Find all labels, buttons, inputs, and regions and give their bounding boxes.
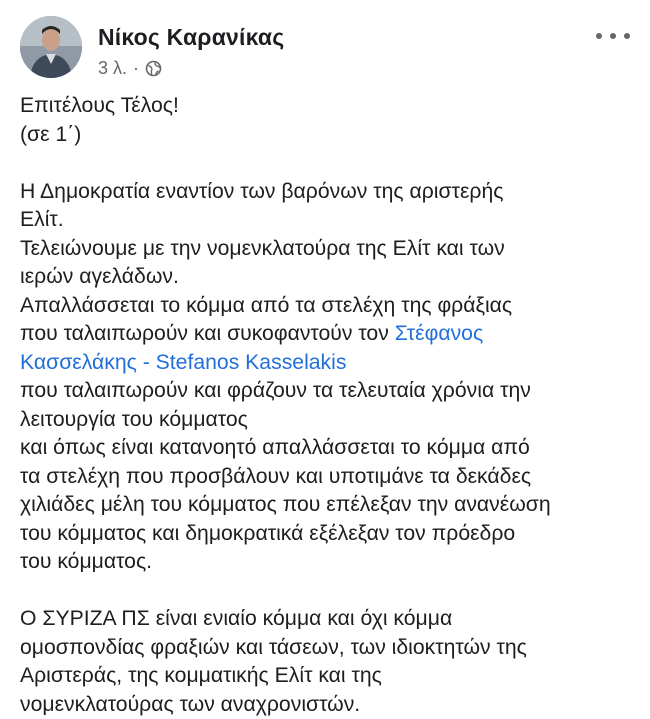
text-line: ιερών αγελάδων. [20,263,632,292]
text-line: Αριστεράς, της κομματικής Ελίτ και της [20,662,632,691]
text-line: Επιτέλους Τέλος! [20,92,632,121]
text-line: Η Δημοκρατία εναντίον των βαρόνων της αριστερής [20,178,632,207]
post-header [20,16,634,82]
text-line: Ο ΣΥΡΙΖΑ ΠΣ είναι ενιαίο κόμμα και όχι κόμμα [20,605,632,634]
text-line: Ελίτ. [20,206,632,235]
text-line: νομενκλατούρας των αναχρονιστών. [20,691,632,719]
menu-dot [624,33,630,39]
text-line: Τελειώνουμε με την νομενκλατούρα της Ελίτ και των [20,235,632,264]
paragraph-gap [20,149,632,178]
avatar[interactable] [20,16,82,78]
text-line [20,349,632,378]
text-line: Απαλλάσσεται το κόμμα από τα στελέχη της φράξιας [20,292,632,321]
text-line: χιλιάδες μέλη του κόμματος που επέλεξαν την ανανέωση [20,491,632,520]
text-line: τα στελέχη που προσβάλουν και υποτιμάνε τα δεκάδες [20,463,632,492]
menu-dot [596,33,602,39]
more-options-icon[interactable] [596,26,630,46]
text-line-with-mention [20,320,632,349]
post-text [20,92,632,719]
meta-separator: · [133,58,139,79]
text-line: ομοσπονδίας φραξιών και τάσεων, των ιδιοκτητών της [20,634,632,663]
paragraph-gap [20,577,632,606]
mention-link-part1[interactable]: Στέφανος [395,322,483,345]
text-line: λειτουργία του κόμματος [20,406,632,435]
text-line: και όπως είναι κατανοητό απαλλάσσεται το κόμμα από [20,434,632,463]
post-meta [98,58,162,79]
text-line: (σε 1΄) [20,121,632,150]
text-line: που ταλαιπωρούν και φράζουν τα τελευταία χρόνια την [20,377,632,406]
text-line: του κόμματος. [20,548,632,577]
avatar-image [20,16,82,78]
post-time[interactable]: 3 λ. [98,58,127,79]
text-line: του κόμματος και δημοκρατικά εξέλεξαν τον πρόεδρο [20,520,632,549]
mention-link-part2[interactable]: Κασσελάκης - Stefanos Kasselakis [20,351,346,374]
text-segment: που ταλαιπωρούν και συκοφαντούν τον [20,322,395,345]
author-name[interactable]: Νίκος Καρανίκας [98,24,284,51]
globe-icon[interactable] [145,60,162,77]
menu-dot [610,33,616,39]
